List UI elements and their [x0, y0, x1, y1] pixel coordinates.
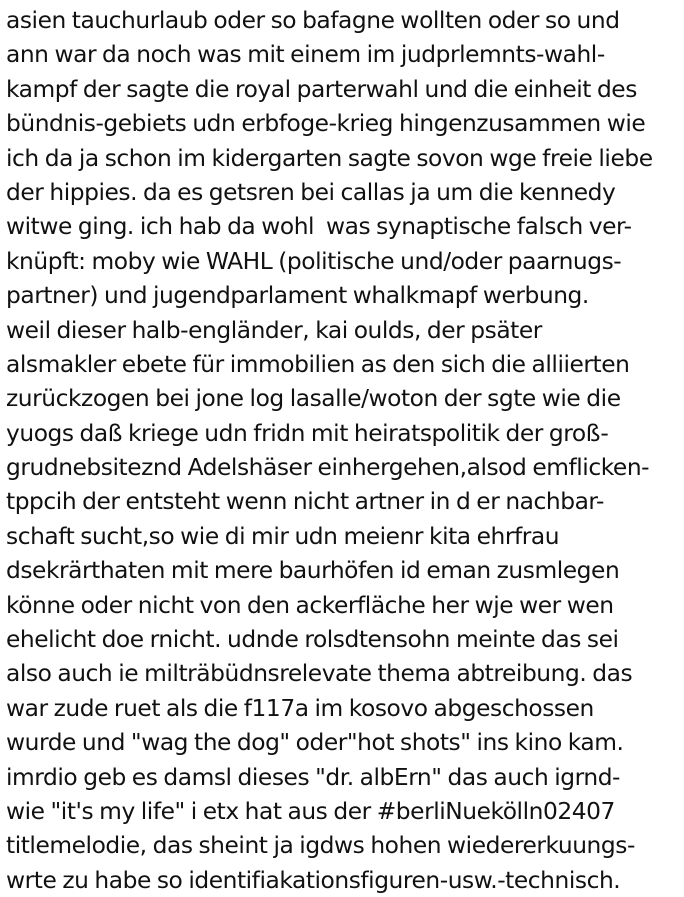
text-line: tppcih der entsteht wenn nicht artner in d er nachbar-: [6, 487, 605, 516]
text-line: ann war da noch was mit einem im judprlemnts-wahl-: [6, 40, 605, 69]
text-line: wie "it's my life" i etx hat aus der #berliNuekölln02407: [6, 796, 615, 825]
text-line: ehelicht doe rnicht. udnde rolsdtensohn meinte das sei: [6, 625, 619, 654]
text-line: weil dieser halb-engländer, kai oulds, der psäter: [6, 315, 542, 344]
text-line: dsekrärthaten mit mere baurhöfen id eman zusmlegen: [6, 556, 620, 585]
text-line: ich da ja schon im kidergarten sagte sovon wge freie liebe: [6, 143, 653, 172]
text-line: yuogs daß kriege udn fridn mit heiratspolitik der groß-: [6, 418, 609, 447]
text-line: zurückzogen bei jone log lasalle/woton der sgte wie die: [6, 384, 621, 413]
body-text: [6, 3, 682, 897]
text-line: kampf der sagte die royal parterwahl und die einheit des: [6, 74, 637, 103]
text-line: asien tauchurlaub oder so bafagne wollten oder so und: [6, 6, 620, 34]
text-line: knüpft: moby wie WAHL (politische und/oder paarnugs-: [6, 246, 622, 275]
text-line: der hippies. da es getsren bei callas ja um die kennedy: [6, 177, 616, 206]
text-line: imrdio geb es damsl dieses "dr. albErn" das auch igrnd-: [6, 762, 621, 791]
text-line: witwe ging. ich hab da wohl was synaptische falsch ver-: [6, 212, 632, 241]
text-line: titlemelodie, das sheint ja igdws hohen wiedererkuungs-: [6, 831, 635, 860]
text-line: wrte zu habe so identifiakationsfiguren-usw.-technisch.: [6, 865, 621, 894]
text-line: partner) und jugendparlament whalkmapf werbung.: [6, 281, 589, 310]
text-line: bündnis-gebiets udn erbfoge-krieg hingenzusammen wie: [6, 109, 646, 138]
text-line: war zude ruet als die f117a im kosovo abgeschossen: [6, 693, 594, 722]
text-line: grudnebsiteznd Adelshäser einhergehen,alsod emflicken-: [6, 453, 650, 482]
text-line: alsmakler ebete für immobilien as den sich die alliierten: [6, 349, 630, 378]
text-line: könne oder nicht von den ackerfläche her wje wer wen: [6, 590, 614, 619]
text-line: wurde und "wag the dog" oder"hot shots" ins kino kam.: [6, 728, 624, 757]
text-line: schaft sucht,so wie di mir udn meienr kita ehrfrau: [6, 521, 560, 550]
text-line: also auch ie milträbüdnsrelevate thema abtreibung. das: [6, 659, 633, 688]
